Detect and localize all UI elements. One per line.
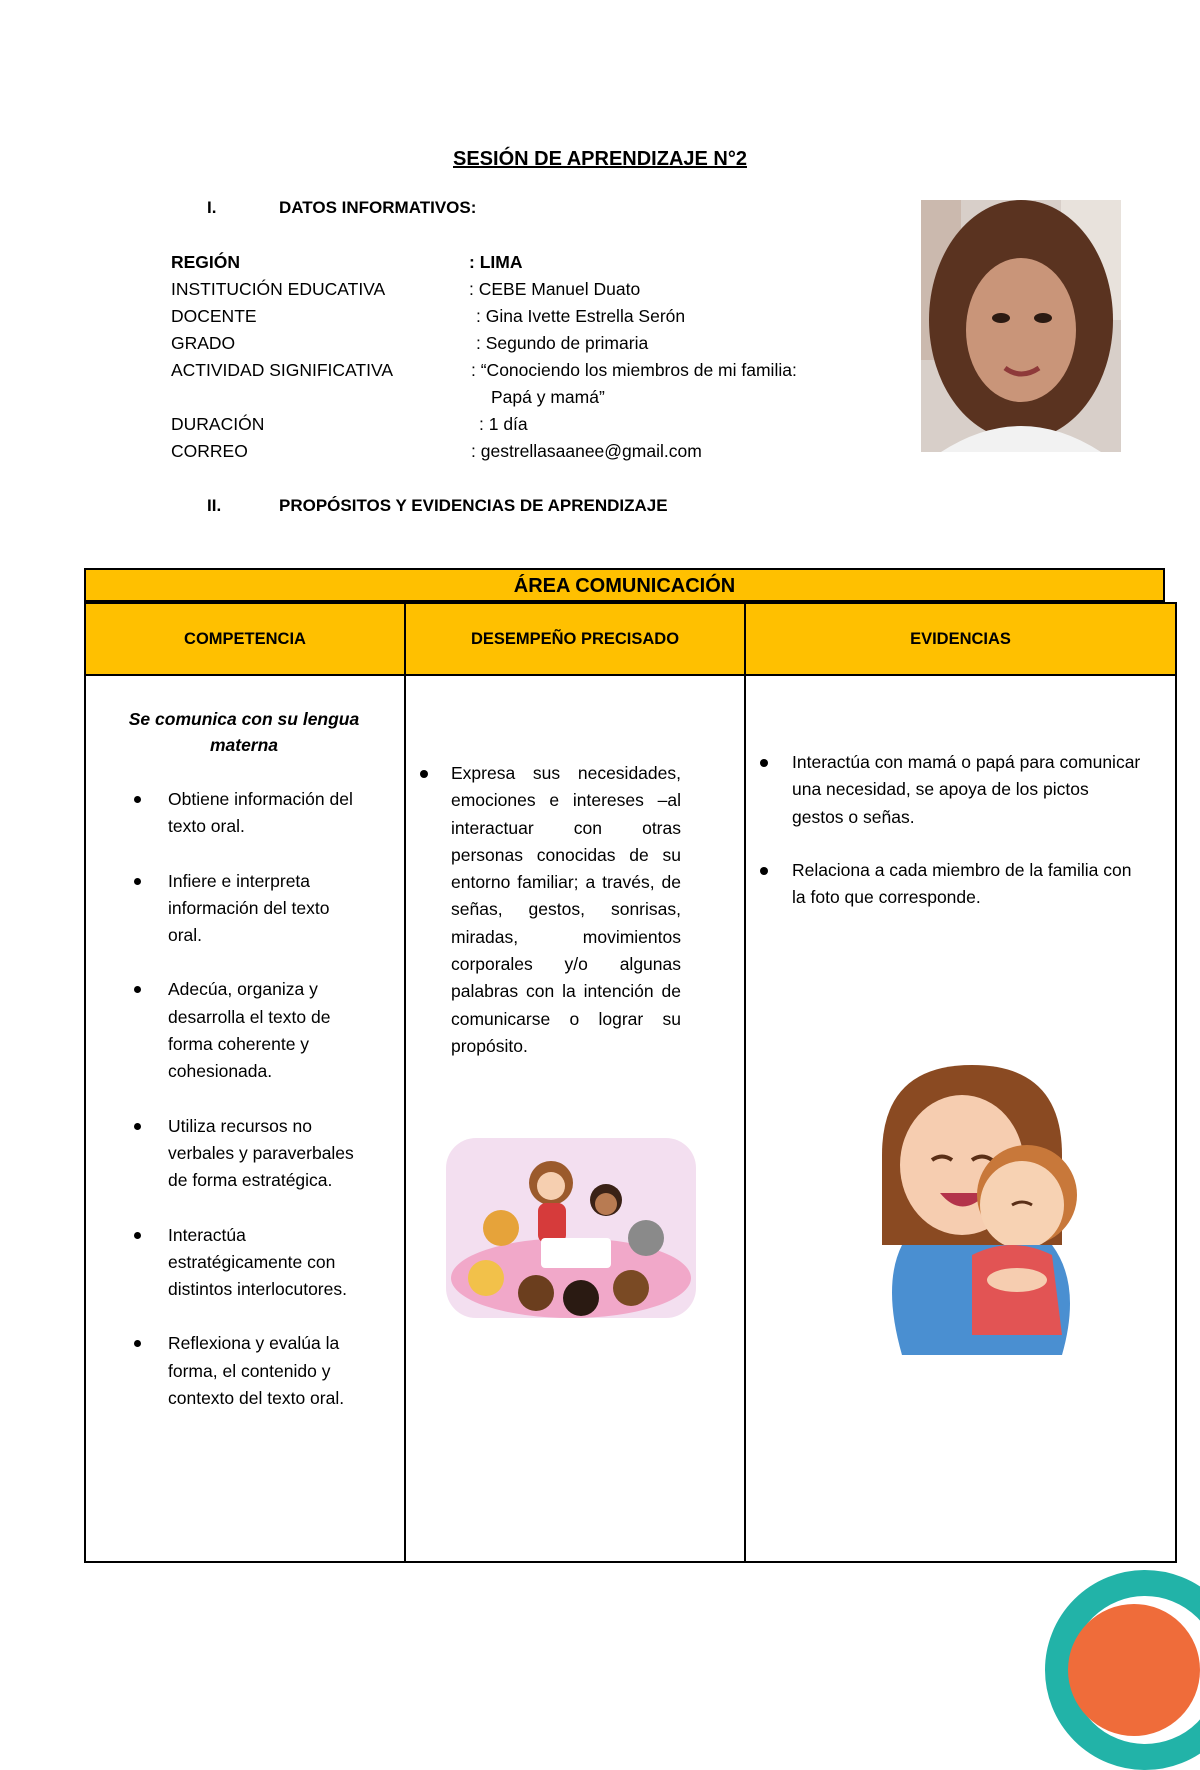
teacher-photo [921, 200, 1121, 452]
info-key-actividad: ACTIVIDAD SIGNIFICATIVA [171, 360, 394, 380]
section-label: DATOS INFORMATIVOS: [279, 198, 477, 217]
competencia-item: Interactúa estratégicamente con distintos interlocutores. [168, 1222, 368, 1304]
decorative-circle [1068, 1604, 1200, 1736]
evidencia-item: Interactúa con mamá o papá para comunicar una necesidad, se apoya de los pictos gestos o señas. [792, 752, 1141, 827]
section-number: II. [207, 496, 222, 515]
evidencia-item: Relaciona a cada miembro de la familia con la foto que corresponde. [792, 860, 1132, 908]
bullet-icon [420, 770, 428, 778]
classroom-illustration [446, 1128, 696, 1328]
classroom-children-image [446, 1128, 696, 1328]
mother-son-illustration [862, 1065, 1092, 1355]
competencia-item: Obtiene información del texto oral. [168, 786, 368, 841]
info-value-institucion: : CEBE Manuel Duato [469, 279, 641, 299]
teacher-portrait-image [921, 200, 1121, 452]
competencia-list [168, 786, 368, 1412]
info-key-duracion: DURACIÓN [171, 414, 265, 434]
info-value-duracion: : 1 día [479, 414, 528, 434]
section-propositos [207, 496, 907, 520]
section-datos-informativos [207, 198, 907, 222]
info-block [171, 252, 891, 472]
header-competencia: COMPETENCIA [86, 604, 406, 676]
info-key-correo: CORREO [171, 441, 248, 461]
competencia-item: Infiere e interpreta información del texto oral. [168, 868, 368, 950]
competencia-title: Se comunica con su lengua materna [128, 709, 360, 755]
section-label: PROPÓSITOS Y EVIDENCIAS DE APRENDIZAJE [279, 496, 668, 515]
bullet-icon [760, 759, 768, 767]
info-value-docente: : Gina Ivette Estrella Serón [476, 306, 686, 326]
info-value-region: : LIMA [469, 252, 523, 272]
mother-hugging-son-image [862, 1065, 1092, 1355]
header-evidencias: EVIDENCIAS [746, 604, 1175, 676]
bullet-icon [760, 867, 768, 875]
info-key-institucion: INSTITUCIÓN EDUCATIVA [171, 279, 386, 299]
info-key-region: REGIÓN [171, 252, 241, 272]
desempeno-text: Expresa sus necesidades, emociones e intereses –al interactuar con otras personas conocidas de su entorno familiar; a través, de señas, gestos, sonrisas, miradas, movimientos corporales y/o algunas palabras con la intención de comunicarse o lograr su propósito. [451, 763, 681, 1056]
competencia-item: Utiliza recursos no verbales y paraverbales de forma estratégica. [168, 1113, 368, 1195]
info-value-grado: : Segundo de primaria [476, 333, 649, 353]
document-title: SESIÓN DE APRENDIZAJE N°2 [453, 148, 747, 170]
info-value-correo: : gestrellasaanee@gmail.com [471, 441, 702, 461]
info-key-grado: GRADO [171, 333, 236, 353]
info-key-docente: DOCENTE [171, 306, 257, 326]
competencia-item: Reflexiona y evalúa la forma, el contenido y contexto del texto oral. [168, 1330, 368, 1412]
area-header: ÁREA COMUNICACIÓN [84, 568, 1165, 602]
competencia-item: Adecúa, organiza y desarrolla el texto de forma coherente y cohesionada. [168, 976, 368, 1085]
info-value-actividad: : “Conociendo los miembros de mi familia: [471, 360, 797, 380]
header-desempeno: DESEMPEÑO PRECISADO [406, 604, 746, 676]
info-value-actividad-line2: Papá y mamá” [491, 387, 605, 407]
section-number: I. [207, 198, 217, 217]
